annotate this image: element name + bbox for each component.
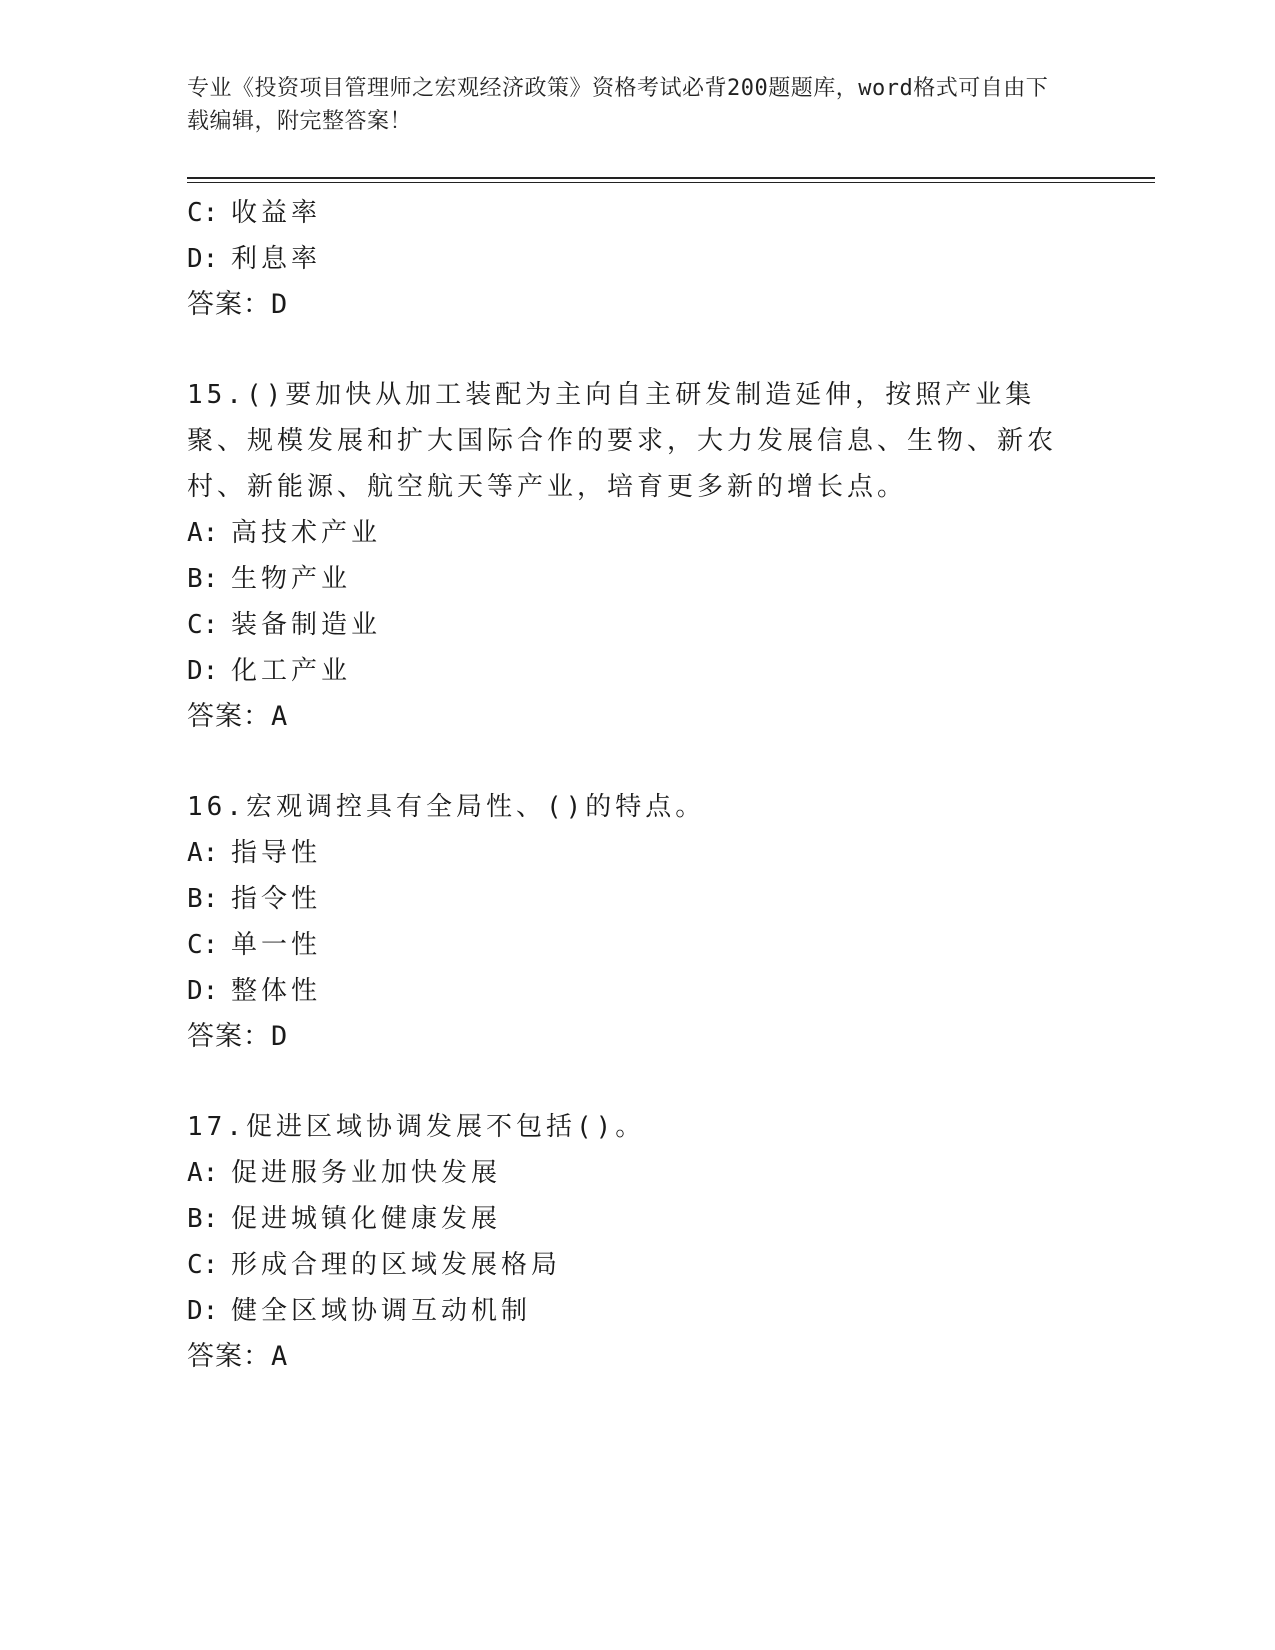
spacer (187, 1060, 1087, 1104)
answer-line: 答案：A (187, 701, 289, 732)
option-text: 生物产业 (231, 564, 352, 594)
option-key: B: (187, 884, 219, 914)
option-text: 促进城镇化健康发展 (231, 1204, 502, 1234)
option-c (187, 1242, 1087, 1288)
option-text: 整体性 (231, 976, 322, 1006)
option-key: A: (187, 838, 219, 868)
option-key: A: (187, 518, 219, 548)
option-text: 指令性 (231, 884, 322, 914)
option-b (187, 876, 1087, 922)
option-a (187, 510, 1087, 556)
prev-question-tail (187, 190, 1087, 328)
option-key: D: (187, 244, 219, 274)
option-d (187, 648, 1087, 694)
option-b (187, 556, 1087, 602)
question-stem: 16.宏观调控具有全局性、()的特点。 (187, 792, 706, 822)
option-text: 单一性 (231, 930, 322, 960)
option-text: 利息率 (231, 244, 322, 274)
option-key: B: (187, 1204, 219, 1234)
option-key: D: (187, 656, 219, 686)
option-text: 指导性 (231, 838, 322, 868)
option-d (187, 1288, 1087, 1334)
option-a (187, 1150, 1087, 1196)
option-b (187, 1196, 1087, 1242)
option-c (187, 602, 1087, 648)
option-text: 高技术产业 (231, 518, 382, 548)
option-key: D: (187, 976, 219, 1006)
spacer (187, 328, 1087, 372)
option-d (187, 236, 1087, 282)
answer-line: 答案：D (187, 1021, 289, 1052)
question-stem: 15.()要加快从加工装配为主向自主研发制造延伸，按照产业集聚、规模发展和扩大国际合作的要求，大力发展信息、生物、新农村、新能源、航空航天等产业，培育更多新的增长点。 (187, 380, 1058, 502)
question-17 (187, 1104, 1087, 1380)
option-key: C: (187, 930, 219, 960)
option-text: 装备制造业 (231, 610, 382, 640)
header-title: 专业《投资项目管理师之宏观经济政策》资格考试必背200题题库，word格式可自由下载编辑，附完整答案！ (187, 76, 1049, 134)
spacer (187, 740, 1087, 784)
option-key: D: (187, 1296, 219, 1326)
option-text: 形成合理的区域发展格局 (231, 1250, 562, 1280)
option-d (187, 968, 1087, 1014)
option-c (187, 190, 1087, 236)
question-16 (187, 784, 1087, 1060)
option-text: 健全区域协调互动机制 (231, 1296, 532, 1326)
question-stem: 17.促进区域协调发展不包括()。 (187, 1112, 646, 1142)
option-c (187, 922, 1087, 968)
option-key: C: (187, 610, 219, 640)
option-text: 化工产业 (231, 656, 352, 686)
page-header (187, 72, 1067, 138)
option-key: C: (187, 1250, 219, 1280)
option-key: B: (187, 564, 219, 594)
option-a (187, 830, 1087, 876)
answer-line: 答案：A (187, 1341, 289, 1372)
header-rule-thin (187, 182, 1155, 183)
question-content (187, 190, 1087, 1380)
option-text: 收益率 (231, 198, 322, 228)
option-key: C: (187, 198, 219, 228)
option-text: 促进服务业加快发展 (231, 1158, 502, 1188)
option-key: A: (187, 1158, 219, 1188)
header-rule-thick (187, 177, 1155, 179)
answer-line: 答案：D (187, 289, 289, 320)
question-15 (187, 372, 1087, 740)
